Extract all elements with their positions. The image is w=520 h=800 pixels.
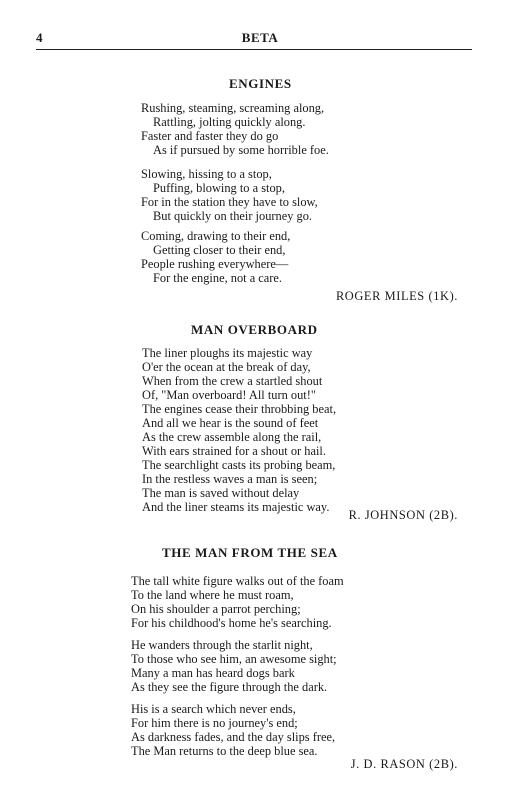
poem-line: The man is saved without delay (142, 486, 300, 500)
poem-title: THE MAN FROM THE SEA (162, 545, 338, 560)
poem-line: He wanders through the starlit night, (131, 638, 313, 652)
poem-line: Slowing, hissing to a stop, (141, 167, 272, 181)
poem-title: MAN OVERBOARD (191, 322, 318, 337)
poem-line: As if pursued by some horrible foe. (153, 143, 329, 157)
poem-line: To the land where he must roam, (131, 588, 294, 602)
poem-author: R. JOHNSON (2B). (348, 508, 458, 522)
poem-author: J. D. RASON (2B). (350, 757, 458, 771)
poem-line: For his childhood's home he's searching. (131, 616, 332, 630)
poem-line: The tall white figure walks out of the foam (131, 574, 344, 588)
poem-line: To those who see him, an awesome sight; (131, 652, 337, 666)
poem-line: On his shoulder a parrot perching; (131, 602, 301, 616)
poem-line: For the engine, not a care. (153, 271, 283, 285)
poem-line: Puffing, blowing to a stop, (153, 181, 285, 195)
poem-line: Getting closer to their end, (153, 243, 286, 257)
poem-author: ROGER MILES (1K). (335, 289, 458, 303)
poem-line: Rattling, jolting quickly along. (153, 115, 306, 129)
poem-line: The liner ploughs its majestic way (142, 346, 313, 360)
poem-line: And all we hear is the sound of feet (142, 416, 319, 430)
poem-title: ENGINES (229, 76, 292, 91)
poem-line: And the liner steams its majestic way. (142, 500, 330, 514)
page-number: 4 (36, 30, 43, 45)
poem-line: In the restless waves a man is seen; (142, 472, 318, 486)
poem-line: People rushing everywhere— (141, 257, 289, 271)
poem-line: But quickly on their journey go. (153, 209, 312, 223)
poem-line: The engines cease their throbbing beat, (142, 402, 337, 416)
poem-line: Coming, drawing to their end, (141, 229, 291, 243)
header-rule (36, 49, 472, 50)
poem-line: Faster and faster they do go (141, 129, 279, 143)
poem-line: For in the station they have to slow, (141, 195, 318, 209)
poem-line: With ears strained for a shout or hail. (142, 444, 326, 458)
poem-line: Rushing, steaming, screaming along, (141, 101, 325, 115)
poem-line: As they see the figure through the dark. (131, 680, 328, 694)
poem-line: The searchlight casts its probing beam, (142, 458, 336, 472)
poem-line: As darkness fades, and the day slips free, (131, 730, 336, 744)
poem-line: His is a search which never ends, (131, 702, 296, 716)
poem-line: Of, "Man overboard! All turn out!" (142, 388, 316, 402)
poem-line: As the crew assemble along the rail, (142, 430, 322, 444)
poem-line: The Man returns to the deep blue sea. (131, 744, 318, 758)
poem-line: Many a man has heard dogs bark (131, 666, 295, 680)
poem-line: For him there is no journey's end; (131, 716, 298, 730)
running-title: BETA (241, 30, 279, 45)
poem-line: When from the crew a startled shout (142, 374, 323, 388)
poem-line: O'er the ocean at the break of day, (142, 360, 311, 374)
